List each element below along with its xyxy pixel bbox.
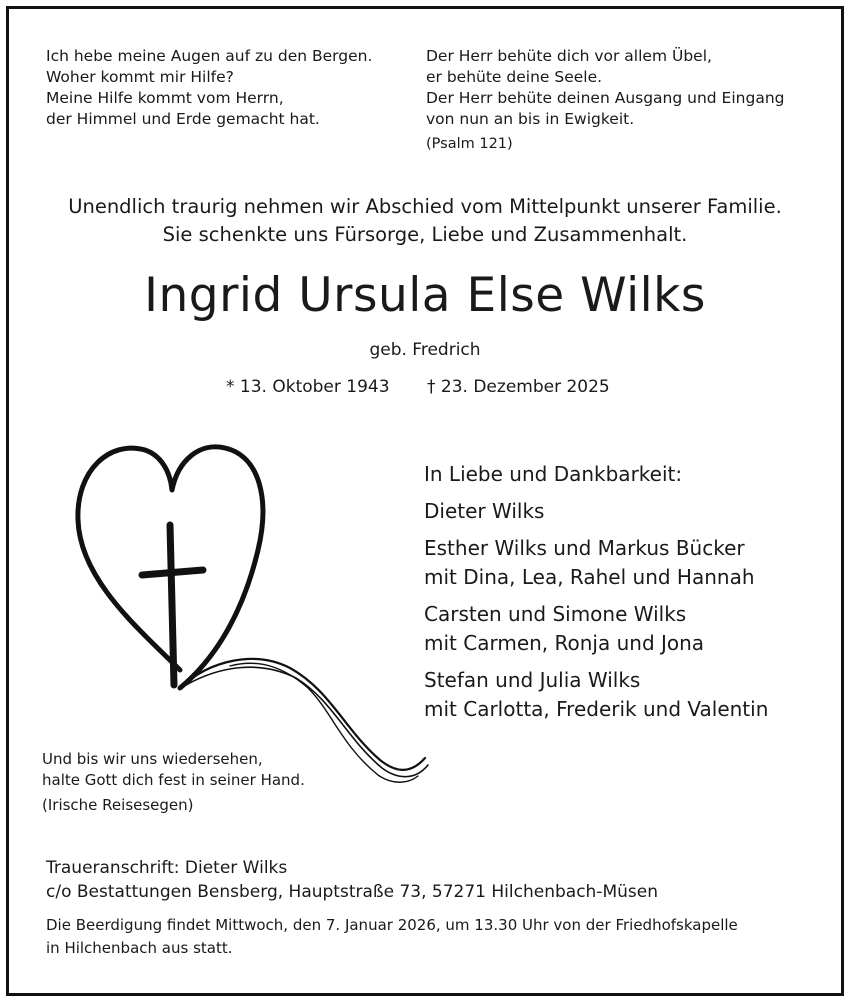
funeral-line: Die Beerdigung findet Mittwoch, den 7. Januar 2026, um 13.30 Uhr von der Friedhofskapelle [46, 916, 738, 934]
psalm-source: (Psalm 121) [426, 136, 513, 152]
blessing-line: halte Gott dich fest in seiner Hand. [42, 771, 305, 789]
deceased-name: Ingrid Ursula Else Wilks [144, 268, 706, 323]
mourner-group [424, 666, 768, 724]
intro-line: Sie schenkte uns Fürsorge, Liebe und Zusammenhalt. [162, 223, 688, 246]
psalm-line: Der Herr behüte deinen Ausgang und Eingang [426, 89, 785, 107]
death-date: † 23. Dezember 2025 [427, 377, 610, 397]
psalm-line: Woher kommt mir Hilfe? [46, 68, 234, 86]
heart-with-cross-icon [60, 430, 440, 790]
funeral-info [46, 914, 738, 960]
mourners-heading-text: In Liebe und Dankbarkeit: [424, 462, 683, 486]
maiden-name: geb. Fredrich [369, 340, 481, 360]
intro-text [0, 193, 850, 249]
mourner-group [424, 534, 768, 592]
mourner-line: mit Carmen, Ronja und Jona [424, 631, 705, 655]
mourning-address [46, 856, 658, 904]
mourner-line: Carsten und Simone Wilks [424, 602, 687, 626]
psalm-line: er behüte deine Seele. [426, 68, 603, 86]
psalm-line: Ich hebe meine Augen auf zu den Bergen. [46, 47, 373, 65]
psalm-line: Der Herr behüte dich vor allem Übel, [426, 47, 712, 65]
address-line: c/o Bestattungen Bensberg, Hauptstraße 73, 57271 Hilchenbach-Müsen [46, 882, 658, 902]
psalm-line: Meine Hilfe kommt vom Herrn, [46, 89, 284, 107]
mourner-line: Esther Wilks und Markus Bücker [424, 536, 745, 560]
psalm-line: von nun an bis in Ewigkeit. [426, 110, 635, 128]
psalm-line: der Himmel und Erde gemacht hat. [46, 110, 320, 128]
birth-date: * 13. Oktober 1943 [226, 377, 390, 397]
mourner-line: mit Dina, Lea, Rahel und Hannah [424, 565, 755, 589]
blessing-text [42, 749, 305, 816]
mourner-line: Stefan und Julia Wilks [424, 668, 641, 692]
mourners-heading [424, 460, 768, 489]
intro-line: Unendlich traurig nehmen wir Abschied vom Mittelpunkt unserer Familie. [68, 195, 782, 218]
mourners-list [424, 460, 768, 732]
blessing-source: (Irische Reisesegen) [42, 796, 194, 814]
mourner-line: Dieter Wilks [424, 499, 545, 523]
address-line: Traueranschrift: Dieter Wilks [46, 858, 288, 878]
funeral-line: in Hilchenbach aus statt. [46, 939, 233, 957]
mourner-group [424, 497, 768, 526]
psalm-right-column [426, 46, 784, 155]
psalm-left-column [46, 46, 372, 130]
mourner-line: mit Carlotta, Frederik und Valentin [424, 697, 769, 721]
blessing-line: Und bis wir uns wiedersehen, [42, 750, 263, 768]
mourner-group [424, 600, 768, 658]
